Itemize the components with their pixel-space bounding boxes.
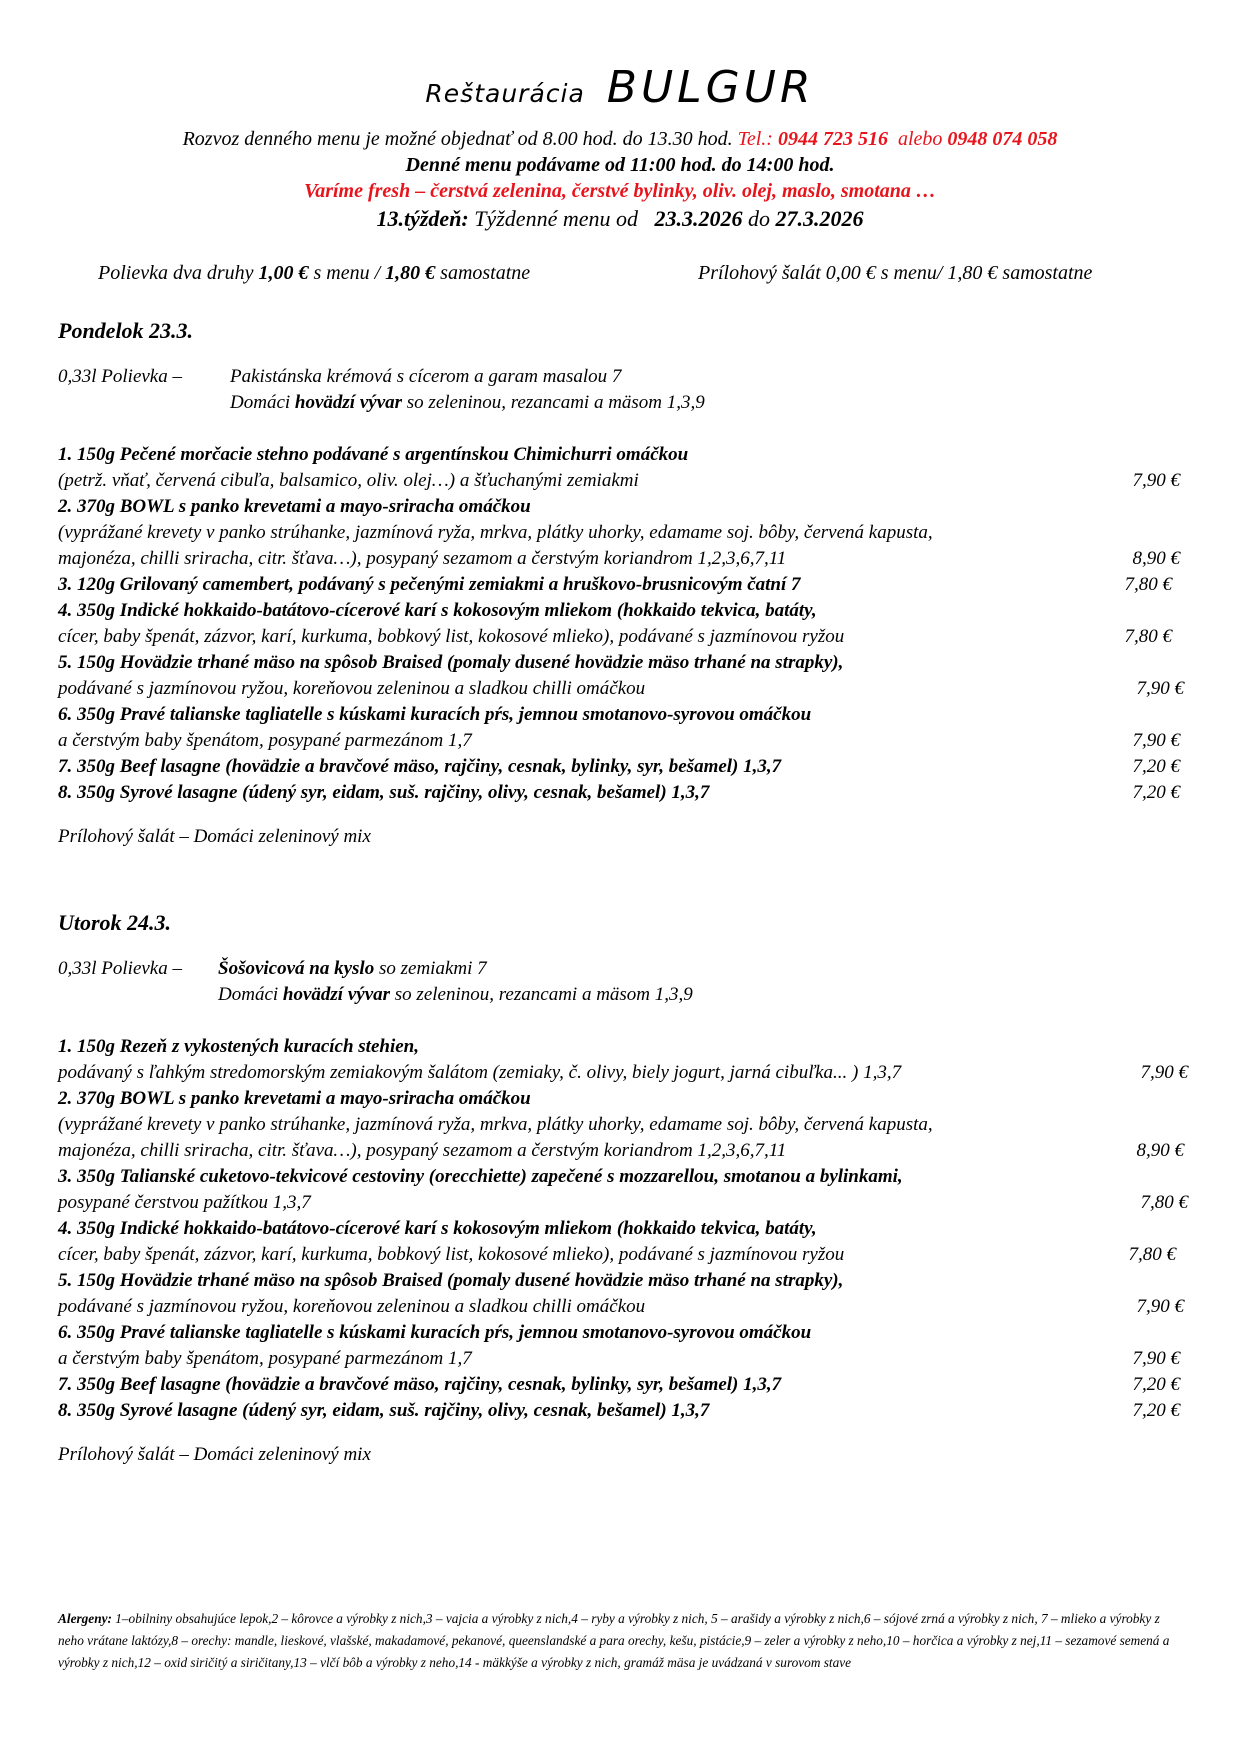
menu-item-6-desc: a čerstvým baby špenátom, posypané parmezánom 1,7	[58, 1348, 472, 1369]
soup-1: Pakistánska krémová s cícerom a garam masalou 7	[230, 366, 622, 387]
menu-item-7-title: 7. 350g Beef lasagne (hovädzie a bravčové mäso, rajčiny, cesnak, bylinky, syr, bešamel) 1,3,7	[58, 756, 782, 777]
menu-item-5-title: 5. 150g Hovädzie trhané mäso na spôsob Braised (pomaly dusené hovädzie mäso trhané na strapky),	[58, 652, 844, 673]
soup-pricing-sep: s menu /	[313, 262, 381, 284]
menu-item-4-price: 7,80 €	[1128, 1244, 1176, 1265]
menu-item-4-title: 4. 350g Indické hokkaido-batátovo-cícerové karí s kokosovým mliekom (hokkaido tekvica, batáty,	[58, 1218, 817, 1239]
soup-price-menu: 1,00 €	[258, 262, 309, 284]
menu-item-1-desc: podávaný s ľahkým stredomorským zemiakovým šalátom (zemiaky, č. olivy, biely jogurt, jarná cibuľka... ) 1,3,7	[58, 1062, 902, 1083]
soup-price-alone: 1,80 €	[385, 262, 436, 284]
menu-item-2-price: 8,90 €	[1136, 1140, 1184, 1161]
menu-item-4-title: 4. 350g Indické hokkaido-batátovo-cícerové karí s kokosovým mliekom (hokkaido tekvica, batáty,	[58, 600, 817, 621]
fresh-line: Varíme fresh – čerstvá zelenina, čerstvé bylinky, oliv. olej, maslo, smotana …	[304, 180, 936, 202]
menu-item-6-title: 6. 350g Pravé talianske tagliatelle s kúskami kuracích pŕs, jemnou smotanovo-syrovou omáčkou	[58, 1322, 812, 1343]
menu-item-1-title: 1. 150g Pečené morčacie stehno podávané s argentínskou Chimichurri omáčkou	[58, 444, 689, 465]
menu-item-7-price: 7,20 €	[1132, 756, 1180, 777]
soup-label: 0,33l Polievka –	[58, 366, 182, 387]
week-line	[0, 206, 1240, 232]
soup-pricing-suffix: samostatne	[440, 262, 531, 284]
menu-item-1-price: 7,90 €	[1132, 470, 1180, 491]
week-label: 13.týždeň:	[376, 206, 469, 231]
menu-item-8-price: 7,20 €	[1132, 782, 1180, 803]
menu-item-2-title: 2. 370g BOWL s panko krevetami a mayo-sriracha omáčkou	[58, 496, 531, 517]
menu-item-7-title: 7. 350g Beef lasagne (hovädzie a bravčové mäso, rajčiny, cesnak, bylinky, syr, bešamel) 1,3,7	[58, 1374, 782, 1395]
menu-item-5-title: 5. 150g Hovädzie trhané mäso na spôsob Braised (pomaly dusené hovädzie mäso trhané na strapky),	[58, 1270, 844, 1291]
soup-1: Šošovicová na kyslo so zemiakmi 7	[218, 958, 487, 979]
delivery-line	[0, 128, 1240, 151]
soup-2: Domáci hovädzí vývar so zeleninou, rezancami a mäsom 1,3,9	[230, 392, 705, 413]
menu-item-5-desc: podávané s jazmínovou ryžou, koreňovou zeleninou a sladkou chilli omáčkou	[58, 1296, 646, 1317]
menu-item-8-title: 8. 350g Syrové lasagne (údený syr, eidam, suš. rajčiny, olivy, cesnak, bešamel) 1,3,7	[58, 782, 710, 803]
side-salad: Prílohový šalát – Domáci zeleninový mix	[58, 826, 371, 847]
phone-2[interactable]: 0948 074 058	[947, 128, 1058, 150]
day-title: Utorok 24.3.	[58, 910, 172, 935]
salad-pricing: Prílohový šalát 0,00 € s menu/ 1,80 € samostatne	[698, 262, 1093, 284]
tel-label: Tel.:	[737, 128, 773, 150]
side-salad: Prílohový šalát – Domáci zeleninový mix	[58, 1444, 371, 1465]
menu-item-6-title: 6. 350g Pravé talianske tagliatelle s kúskami kuracích pŕs, jemnou smotanovo-syrovou omáčkou	[58, 704, 812, 725]
delivery-text: Rozvoz denného menu je možné objednať od 8.00 hod. do 13.30 hod.	[182, 128, 733, 150]
menu-item-2-desc: (vyprážané krevety v panko strúhanke, jazmínová ryža, mrkva, plátky uhorky, edamame soj. bôby, červená kapusta,	[58, 522, 933, 543]
menu-item-2-title: 2. 370g BOWL s panko krevetami a mayo-sriracha omáčkou	[58, 1088, 531, 1109]
soup-pricing-label: Polievka dva druhy	[98, 262, 254, 284]
menu-item-5-desc: podávané s jazmínovou ryžou, koreňovou zeleninou a sladkou chilli omáčkou	[58, 678, 646, 699]
menu-item-1-title: 1. 150g Rezeň z vykostených kuracích stehien,	[58, 1036, 419, 1057]
allergens-note	[58, 1608, 1188, 1674]
menu-item-2-price: 8,90 €	[1132, 548, 1180, 569]
menu-item-6-price: 7,90 €	[1132, 1348, 1180, 1369]
menu-item-3-title: 3. 350g Talianské cuketovo-tekvicové cestoviny (orecchiette) zapečené s mozzarellou, smotanou a bylinkami,	[58, 1166, 903, 1187]
restaurant-title	[0, 62, 1240, 113]
menu-item-2-desc: (vyprážané krevety v panko strúhanke, jazmínová ryža, mrkva, plátky uhorky, edamame soj. bôby, červená kapusta,	[58, 1114, 933, 1135]
menu-item-6-price: 7,90 €	[1132, 730, 1180, 751]
menu-item-8-price: 7,20 €	[1132, 1400, 1180, 1421]
week-to: 27.3.2026	[775, 206, 864, 231]
phone-or: alebo	[897, 128, 943, 150]
soup-2: Domáci hovädzí vývar so zeleninou, rezancami a mäsom 1,3,9	[218, 984, 693, 1005]
week-from: 23.3.2026	[654, 206, 743, 231]
soup-pricing	[98, 262, 530, 285]
menu-item-3-desc: posypané čerstvou pažítkou 1,3,7	[58, 1192, 311, 1213]
menu-item-7-price: 7,20 €	[1132, 1374, 1180, 1395]
phone-1[interactable]: 0944 723 516	[777, 128, 888, 150]
restaurant-name: BULGUR	[606, 62, 815, 113]
allergens-text: 1–obilniny obsahujúce lepok,2 – kôrovce a výrobky z nich,3 – vajcia a výrobky z nich,4 – ryby a výrobky z nich, 5 – arašidy a výrobky z nich,6 – sójové zrná a výrobky z nich, 7 – mlieko a výrobky z neho vrátane laktózy,8 – orechy: mandle, lieskové, vlašské, makadamové, pekanové, queenslandské a para orechy, kešu, pistácie,9 – zeler a výrobky z neho,10 – horčica a výrobky z nej,11 – sezamové semená a výrobky z nich,12 – oxid siričitý a siričitany,13 – vlčí bôb a výrobky z neho,14 - mäkkýše a výrobky z nich, gramáž mäsa je uvádzaná v surovom stave	[58, 1611, 1170, 1670]
menu-item-1-price: 7,90 €	[1140, 1062, 1188, 1083]
menu-item-4-desc: cícer, baby špenát, zázvor, karí, kurkuma, bobkový list, kokosové mlieko), podávané s jazmínovou ryžou	[58, 1244, 845, 1265]
menu-item-5-price: 7,90 €	[1136, 1296, 1184, 1317]
menu-item-6-desc: a čerstvým baby špenátom, posypané parmezánom 1,7	[58, 730, 472, 751]
menu-item-2-desc2: majonéza, chilli sriracha, citr. šťava…), posypaný sezamom a čerstvým koriandrom 1,2,3,6,7,11	[58, 1140, 787, 1161]
menu-item-3-price: 7,80 €	[1140, 1192, 1188, 1213]
menu-item-8-title: 8. 350g Syrové lasagne (údený syr, eidam, suš. rajčiny, olivy, cesnak, bešamel) 1,3,7	[58, 1400, 710, 1421]
soup-label: 0,33l Polievka –	[58, 958, 182, 979]
restaurant-prefix: Reštaurácia	[425, 79, 585, 108]
day-title: Pondelok 23.3.	[58, 318, 194, 343]
serving-hours: Denné menu podávame od 11:00 hod. do 14:00 hod.	[405, 154, 835, 176]
menu-item-4-price: 7,80 €	[1124, 626, 1172, 647]
week-to-word: do	[748, 206, 770, 231]
menu-item-4-desc: cícer, baby špenát, zázvor, karí, kurkuma, bobkový list, kokosové mlieko), podávané s jazmínovou ryžou	[58, 626, 845, 647]
menu-item-3-title: 3. 120g Grilovaný camembert, podávaný s pečenými zemiakmi a hruškovo-brusnicovým čatní 7	[58, 574, 801, 595]
menu-item-3-price: 7,80 €	[1124, 574, 1172, 595]
week-text: Týždenné menu od	[474, 206, 638, 231]
allergens-label: Alergeny:	[58, 1611, 112, 1626]
menu-item-2-desc2: majonéza, chilli sriracha, citr. šťava…), posypaný sezamom a čerstvým koriandrom 1,2,3,6,7,11	[58, 548, 787, 569]
menu-item-5-price: 7,90 €	[1136, 678, 1184, 699]
menu-item-1-desc: (petrž. vňať, červená cibuľa, balsamico, oliv. olej…) a šťuchanými zemiakmi	[58, 470, 639, 491]
